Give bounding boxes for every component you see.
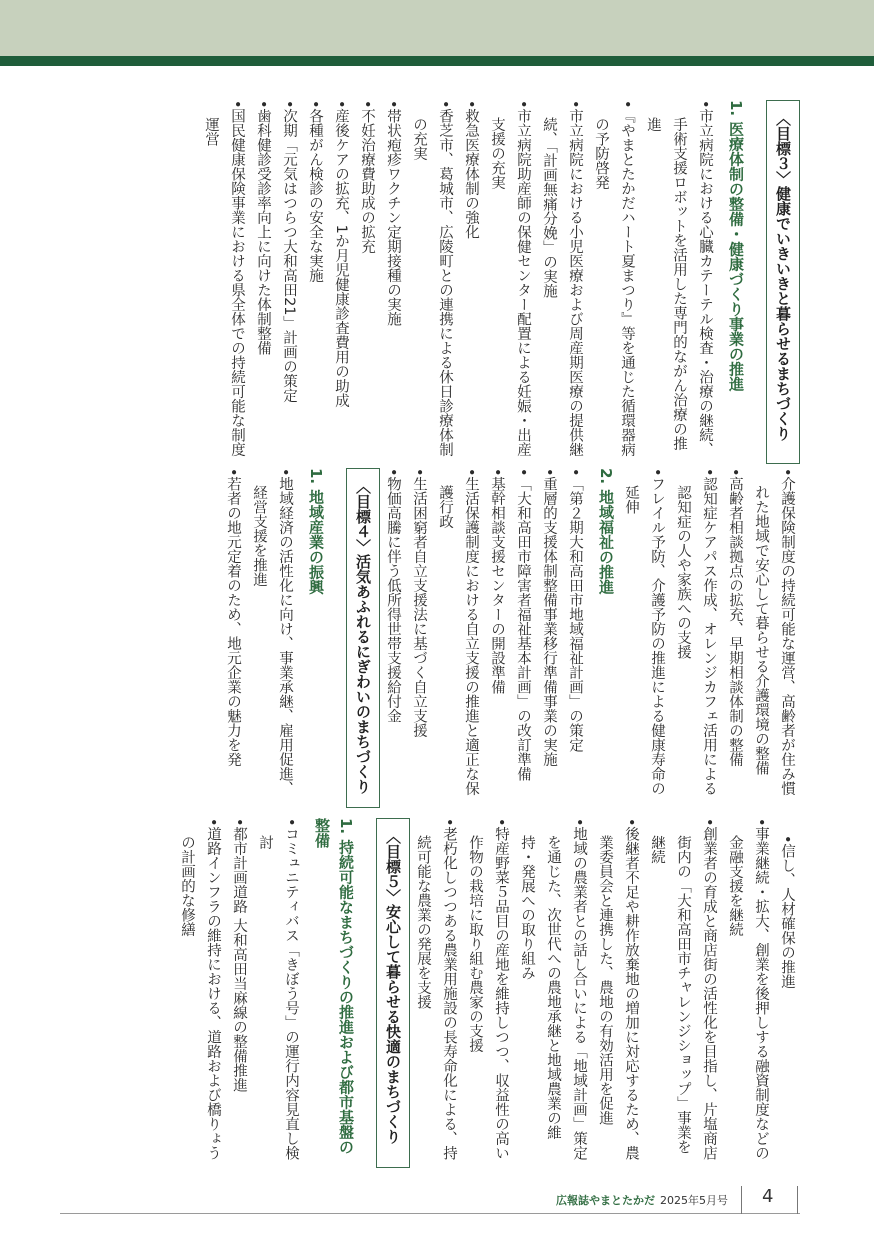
list-item: • フレイル予防、介護予防の推進による健康寿命の延伸 bbox=[618, 468, 670, 808]
section-number: 1. bbox=[727, 100, 745, 117]
list-item: • 地域の農業者との話し合いによる「地域計画」策定を通じた、次世代への農地承継と地域農業の維持・発展への取り組み bbox=[514, 818, 592, 1168]
list-item: • 市立病院助産師の保健センター配置による妊娠・出産支援の充実 bbox=[484, 100, 536, 464]
list-item: • 不妊治療費助成の拡充 bbox=[354, 100, 380, 464]
list-item: • 介護保険制度の持続可能な運営、高齢者が住み慣れた地域で安心して暮らせる介護環境の整備 bbox=[748, 468, 800, 808]
list-item: • 産後ケアの拡充、1か月児健康診査費用の助成 bbox=[328, 100, 354, 464]
list-item: • 次期「元気はつらつ大和高田21」計画の策定 bbox=[276, 100, 302, 464]
list-item: • 各種がん検診の安全な実施 bbox=[302, 100, 328, 464]
list-item: • 事業継続・拡大、創業を後押しする融資制度などの金融支援を継続 bbox=[722, 818, 774, 1168]
magazine-name: 広報誌やまとたかだ bbox=[556, 1194, 655, 1207]
list-item: • 創業者の育成と商店街の活性化を目指し、片塩商店街内の「大和高田市チャレンジショップ」事業を継続 bbox=[644, 818, 722, 1168]
section-urban-heading bbox=[310, 818, 358, 1168]
section-number: 1. bbox=[307, 468, 325, 485]
tier-2-column bbox=[60, 468, 800, 808]
list-item: • 救急医療体制の強化 bbox=[458, 100, 484, 464]
section-welfare-heading bbox=[594, 468, 618, 808]
list-item-continuation: • 信し、人材確保の推進 bbox=[774, 818, 800, 1168]
list-item: • 認知症ケアパス作成、オレンジカフェ活用による認知症の人や家族への支援 bbox=[670, 468, 722, 808]
list-item: • 国民健康保険事業における県全体での持続可能な制度運営 bbox=[198, 100, 250, 464]
list-item: • 都市計画道路 大和高田当麻線の整備推進 bbox=[226, 818, 252, 1168]
list-item: • 特産野菜５品目の産地を維持しつつ、収益性の高い作物の栽培に取り組む農家の支援 bbox=[462, 818, 514, 1168]
list-item: • 「大和高田市障害者福祉基本計画」の改訂準備 bbox=[510, 468, 536, 808]
footer-divider bbox=[797, 1186, 798, 1214]
section-number: 1. bbox=[337, 818, 355, 835]
list-item: • 老朽化しつつある農業用施設の長寿命化による、持続可能な農業の発展を支援 bbox=[410, 818, 462, 1168]
goal-3-heading: 〈目標３〉健康でいきいきと暮らせるまちづくり bbox=[766, 100, 800, 464]
list-item: • 帯状疱疹ワクチン定期接種の実施 bbox=[380, 100, 406, 464]
list-item: • 『やまとたかだハート夏まつり』等を通じた循環器病の予防啓発 bbox=[588, 100, 640, 464]
section-title: 医療体制の整備・健康づくり事業の推進 bbox=[727, 121, 745, 392]
list-item: • 物価高騰に伴う低所得世帯支援給付金 bbox=[380, 468, 406, 808]
list-item: • 歯科健診受診率向上に向けた体制整備 bbox=[250, 100, 276, 464]
list-item: • 重層的支援体制整備事業移行準備事業の実施 bbox=[536, 468, 562, 808]
list-item: • 若者の地元定着のため、地元企業の魅力を発 bbox=[220, 468, 246, 808]
list-item: • 市立病院における心臓カテーテル検査・治療の継続、手術支援ロボットを活用した専門的ながん治療の推進 bbox=[640, 100, 718, 464]
goal-5-heading: 〈目標５〉安心して暮らせる快適のまちづくり bbox=[376, 818, 410, 1168]
list-item: • 後継者不足や耕作放棄地の増加に対応するため、農業委員会と連携した、農地の有効活用を促進 bbox=[592, 818, 644, 1168]
section-industry-heading bbox=[304, 468, 328, 808]
footer-rule bbox=[60, 1213, 800, 1214]
issue-date: 2025年5月号 bbox=[660, 1194, 728, 1207]
list-item: • 市立病院における小児医療および周産期医療の提供継続、「計画無痛分娩」の実施 bbox=[536, 100, 588, 464]
header-band bbox=[0, 0, 874, 56]
list-item: • 生活困窮者自立支援法に基づく自立支援 bbox=[406, 468, 432, 808]
list-item: • 基幹相談支援センターの開設準備 bbox=[484, 468, 510, 808]
section-title: 地域産業の振興 bbox=[307, 489, 325, 595]
list-item: • 「第２期大和高田市地域福祉計画」の策定 bbox=[562, 468, 588, 808]
list-item: • 道路インフラの維持における、道路および橋りょうの計画的な修繕 bbox=[174, 818, 226, 1168]
page-number: 4 bbox=[762, 1186, 774, 1207]
tier-3-column bbox=[60, 818, 800, 1168]
list-item: • 生活保護制度における自立支援の推進と適正な保護行政 bbox=[432, 468, 484, 808]
list-item: • 高齢者相談拠点の拡充、早期相談体制の整備 bbox=[722, 468, 748, 808]
list-item: • コミュニティバス「きぼう号」の運行内容見直し検討 bbox=[252, 818, 304, 1168]
list-item: • 地域経済の活性化に向け、事業承継、雇用促進、経営支援を推進 bbox=[246, 468, 298, 808]
tier-1-column bbox=[60, 100, 800, 464]
goal-4-heading: 〈目標４〉活気あふれるにぎわいのまちづくり bbox=[346, 468, 380, 808]
footer-divider bbox=[741, 1186, 742, 1214]
header-rule bbox=[0, 56, 874, 66]
section-title: 地域福祉の推進 bbox=[597, 489, 615, 595]
section-title: 持続可能なまちづくりの推進および都市基盤の整備 bbox=[313, 818, 355, 1155]
list-item: • 香芝市、葛城市、広陵町との連携による休日診療体制の充実 bbox=[406, 100, 458, 464]
section-number: 2. bbox=[597, 468, 615, 485]
section-medical-heading bbox=[724, 100, 748, 464]
